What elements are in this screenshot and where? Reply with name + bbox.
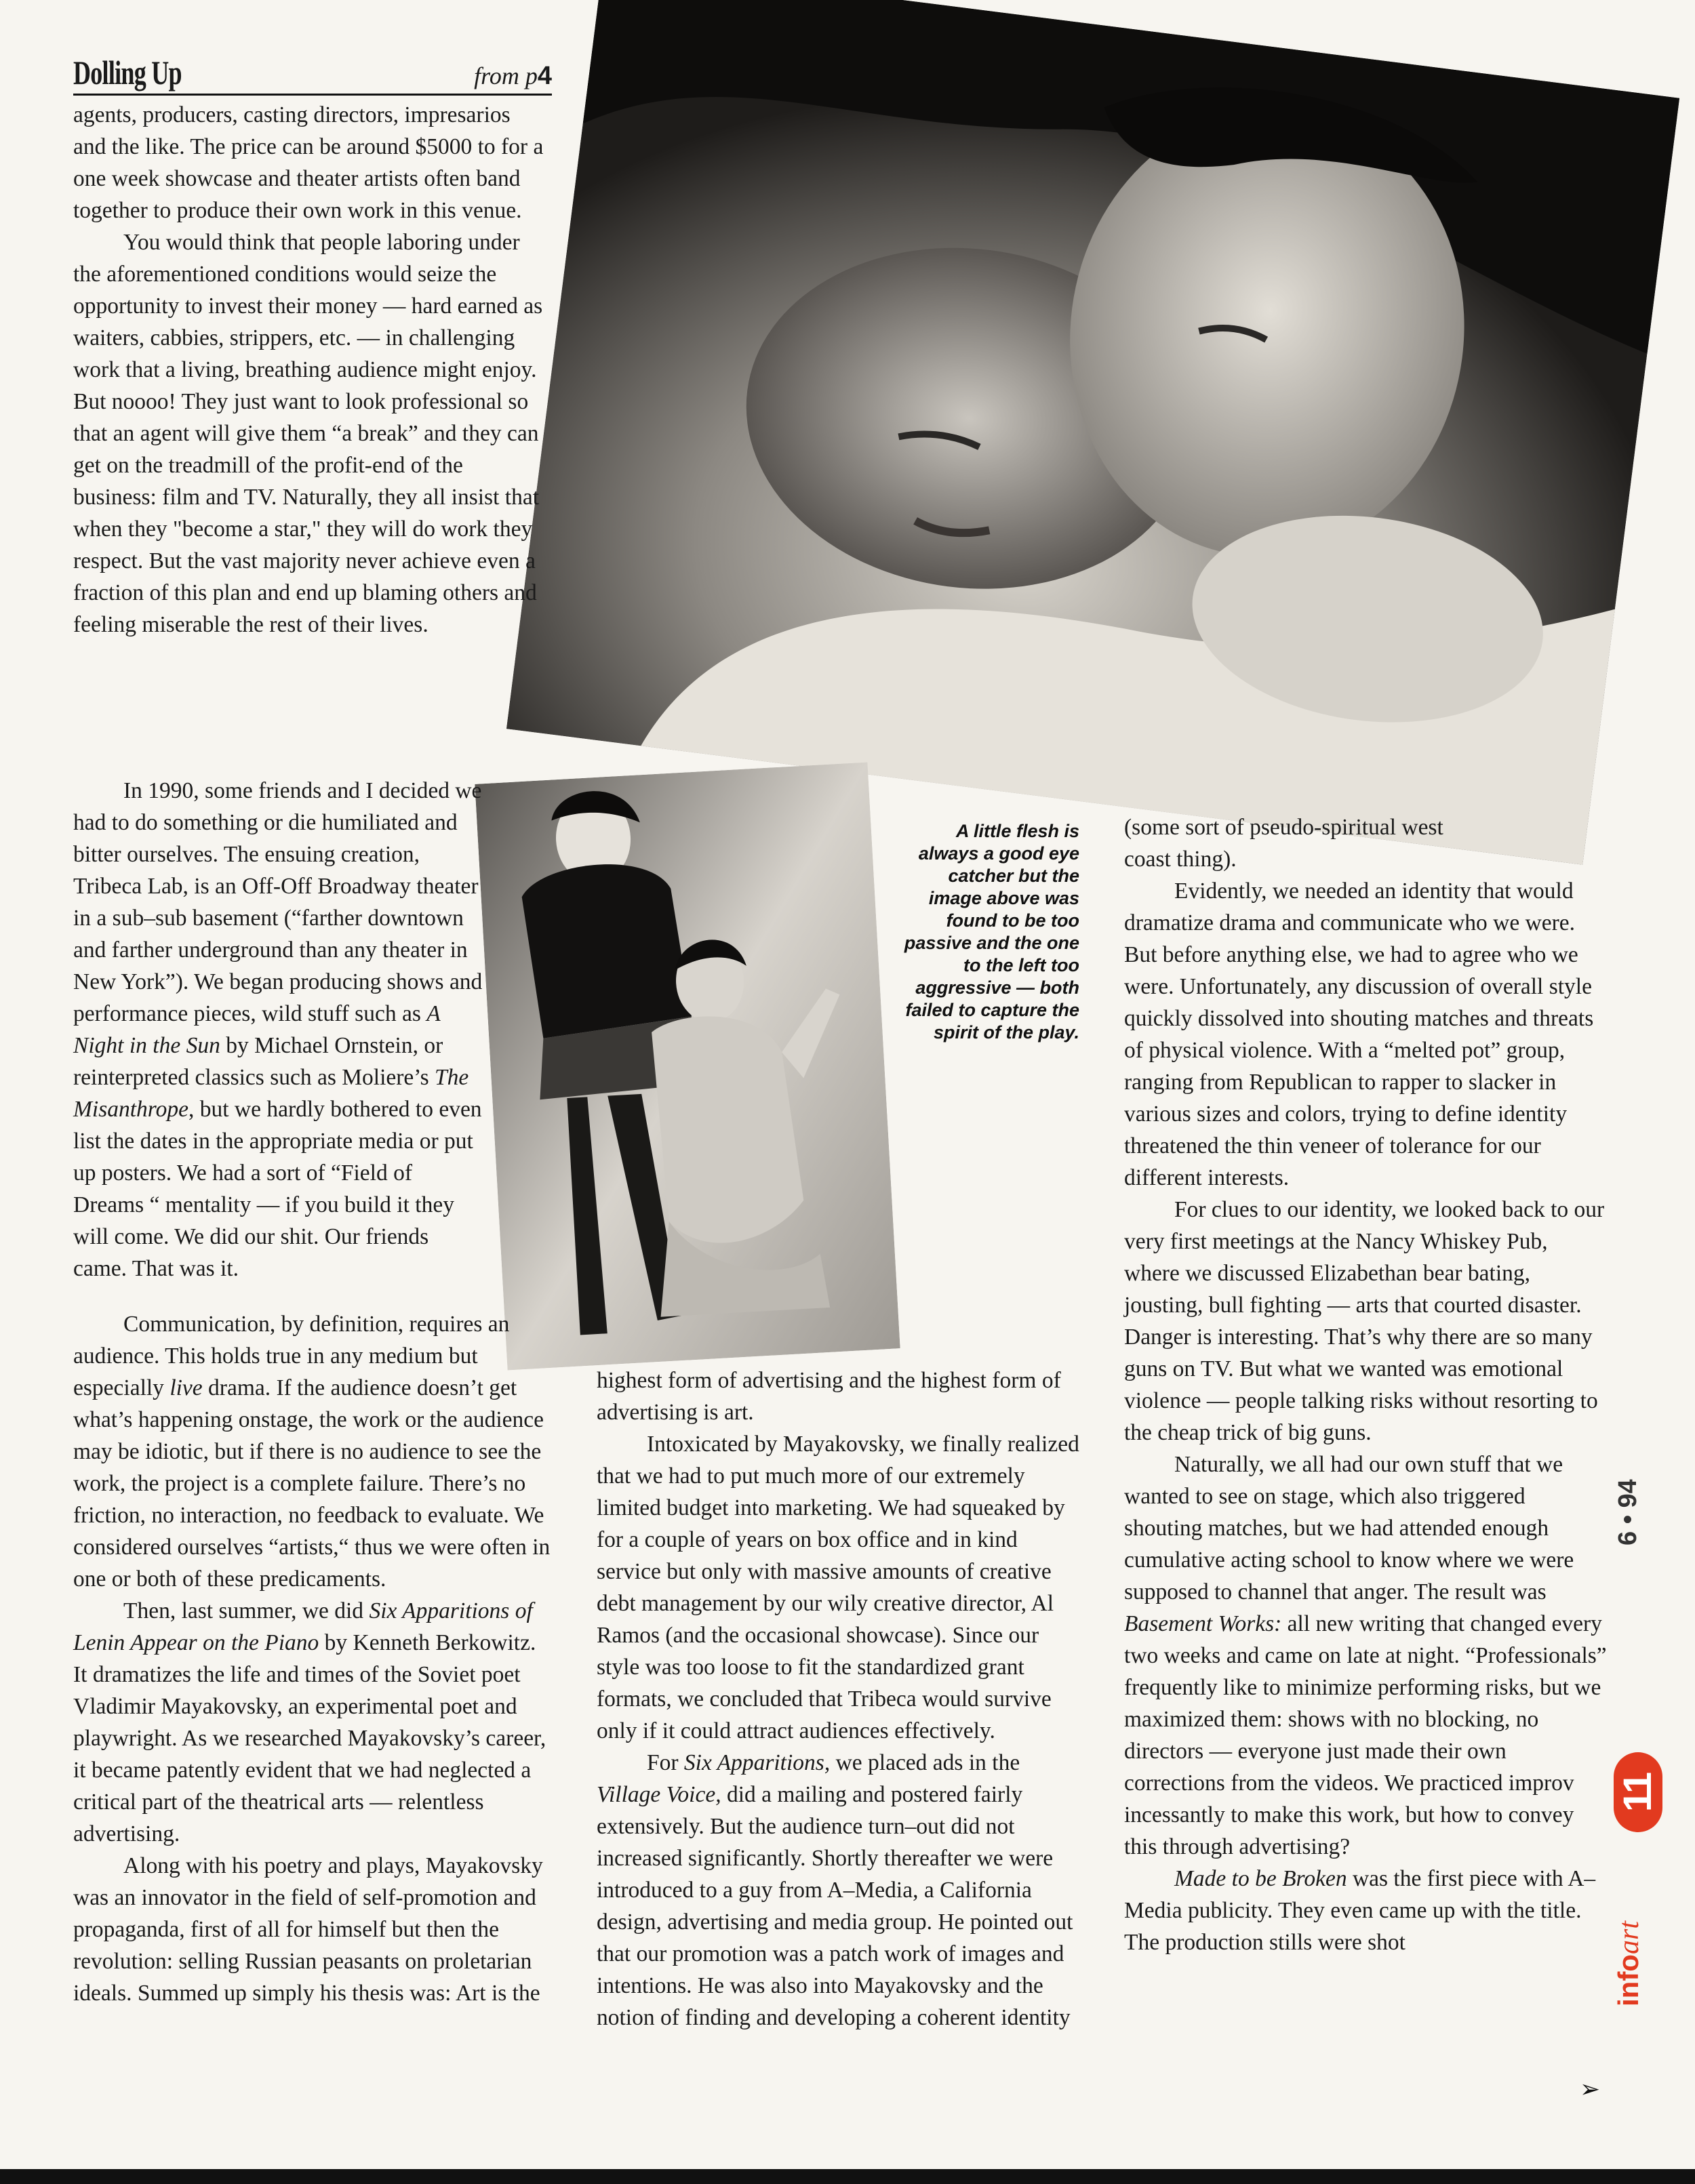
continued-arrow-icon: ➢	[1580, 2076, 1601, 2103]
play-title: Six Apparitions of Lenin Appear on the Piano	[73, 1598, 533, 1655]
issue-date: 6 • 94	[1614, 1479, 1642, 1545]
running-head	[73, 53, 552, 96]
paragraph: Intoxicated by Mayakovsky, we finally realized that we had to put much more of our extremely limited budget into marketing. We had squeaked by for a couple of years on box office and in kind service but only with massive amounts of creative debt management by our wily creative director, Al Ramos (and the occasional showcase). Since our style was too loose to fit the standardized grant formats, we concluded that Tribeca would survive only if it could attract audiences effectively.	[597, 1432, 1079, 1743]
column-1-middle	[73, 775, 484, 1285]
logo-part: info	[1612, 1954, 1644, 2006]
paragraph: highest form of advertising and the highest form of advertising is art.	[597, 1368, 1061, 1425]
paragraph	[73, 1595, 555, 1850]
column-1-top	[73, 99, 548, 641]
paragraph	[73, 775, 484, 1285]
paragraph: agents, producers, casting directors, impresarios and the like. The price can be around $5000 to for a one week showcase and theater artists often band together to produce their own work in this venue.	[73, 102, 544, 223]
text-run: all new writing that changed every two weeks and came on late at night. “Professionals” frequently like to minimize performing risks, but we maximized them: shows with no blocking, no directors — everyone just made their own corrections from the videos. We practiced improv incessantly to make this work, but how to convey this through advertising?	[1124, 1611, 1607, 1859]
paragraph	[1124, 1449, 1607, 1863]
performers-photo	[475, 762, 900, 1370]
text-run: was the first piece with A–Media publicity. They even came up with the title. The production stills were shot	[1124, 1866, 1596, 1955]
text-run: drama. If the audience doesn’t get what’s happening onstage, the work or the audience may be idiotic, but if there is no audience to see the work, the project is a complete failure. There’s no friction, no interaction, no feedback to evaluate. We considered ourselves “artists,“ thus we were often in one or both of these predicaments.	[73, 1375, 551, 1592]
text-run: by Michael Ornstein, or reinterpreted classics such as Moliere’s	[73, 1033, 443, 1090]
column-1-bottom	[73, 1308, 555, 2009]
performers-photo-illustration	[475, 762, 900, 1370]
emphasis: live	[170, 1375, 203, 1400]
paragraph: (some sort of pseudo-spiritual west coast thing).	[1124, 815, 1443, 872]
text-run: did a mailing and postered fairly extensively. But the audience turn–out did not increased significantly. Shortly thereafter we were introduced to a guy from A–Media, a California design, advertising and media group. He pointed out that our promotion was a patch work of images and intentions. He was also into Mayakovsky and the notion of finding and developing a coherent identity	[597, 1782, 1073, 2030]
page-number-badge	[1614, 1752, 1662, 1832]
paragraph	[73, 1308, 555, 1595]
text-run: In 1990, some friends and I decided we had to do something or die humiliated and bitter ourselves. The ensuing creation, Tribeca Lab, is an Off-Off Broadway theater in a sub–sub basement (“farther downtown and farther underground than any theater in New York”). We began producing shows and performance pieces, wild stuff such as	[73, 778, 483, 1026]
section-kicker: Dolling Up	[73, 54, 182, 92]
text-run: For	[647, 1750, 684, 1775]
text-run: , but we hardly bothered to even list the dates in the appropriate media or put up posters. We had a sort of “Field of Dreams “ mentality — if you build it they will come. We did our shit. Our friends came. That was it.	[73, 1097, 482, 1281]
play-title: The Misanthrope	[73, 1065, 469, 1122]
column-2	[597, 1364, 1085, 2034]
play-title: Made to be Broken	[1174, 1866, 1347, 1891]
couple-photo	[506, 0, 1679, 865]
text-run: we placed ads in the	[830, 1750, 1020, 1775]
couple-photo-illustration	[506, 0, 1679, 865]
photo-caption: A little flesh is always a good eye catcher but the image above was found to be too passive and the one to the left too aggressive — both failed to capture the spirit of the play.	[904, 821, 1079, 1043]
text-run: Naturally, we all had our own stuff that we wanted to see on stage, which also triggered shouting matches, but we had attended enough cumulative acting school to know where we were supposed to channel that anger. The result was	[1124, 1452, 1574, 1604]
bottom-edge-bar	[0, 2169, 1695, 2184]
magazine-logo	[1612, 1921, 1646, 2006]
logo-part: art	[1614, 1921, 1645, 1955]
column-3	[1124, 811, 1607, 1958]
paragraph: Along with his poetry and plays, Mayakovsky was an innovator in the field of self-promotion and propaganda, first of all for himself but then the revolution: selling Russian peasants on proletarian ideals. Summed up simply his thesis was: Art is the	[73, 1853, 543, 2006]
page-number: 11	[1616, 1773, 1660, 1812]
paragraph	[597, 1747, 1085, 2034]
text-run: by Kenneth Berkowitz. It dramatizes the life and times of the Soviet poet Vladimir Mayakovsky, an experimental poet and playwright. As we researched Mayakovsky’s career, it became patently evident that we had neglected a critical part of the theatrical arts — relentless advertising.	[73, 1630, 546, 1846]
paragraph: For clues to our identity, we looked back to our very first meetings at the Nancy Whiskey Pub, where we discussed Elizabethan bear bating, jousting, bull fighting — arts that courted disaster. Danger is interesting. That’s why there are so many guns on TV. But what we wanted was emotional violence — people talking risks without resorting to the cheap trick of big guns.	[1124, 1197, 1605, 1445]
play-title: A Night in the Sun	[73, 1001, 441, 1058]
text-run: Then, last summer, we did	[123, 1598, 370, 1623]
play-title: Six Apparitions,	[683, 1750, 831, 1775]
paragraph: You would think that people laboring under the aforementioned conditions would seize the opportunity to invest their money — hard earned as waiters, cabbies, strippers, etc. — in challenging work that a living, breathing audience might enjoy. But noooo! They just want to look professional so that an agent will give them “a break” and they can get on the treadmill of the profit-end of the business: film and TV. Naturally, they all insist that when they "become a star," they will do work they respect. But the vast majority never achieve even a fraction of this plan and end up blaming others and feeling miserable the rest of their lives.	[73, 230, 543, 637]
from-prefix: from p	[474, 62, 538, 89]
from-page-number: 4	[537, 62, 552, 90]
text-run: Communication, by definition, requires an audience. This holds true in any medium but especially	[73, 1312, 510, 1400]
paragraph	[1124, 1863, 1607, 1958]
publication-title: Village Voice,	[597, 1782, 721, 1807]
play-title: Basement Works:	[1124, 1611, 1282, 1636]
paragraph: Evidently, we needed an identity that would dramatize drama and communicate who we were. But before anything else, we had to agree who we were. Unfortunately, any discussion of overall style quickly dissolved into shouting matches and threats of physical violence. With a “melted pot” group, ranging from Republican to rapper to slacker in various sizes and colors, trying to define identity threatened the thin veneer of tolerance for our different interests.	[1124, 878, 1594, 1190]
continued-from-label	[474, 62, 552, 91]
